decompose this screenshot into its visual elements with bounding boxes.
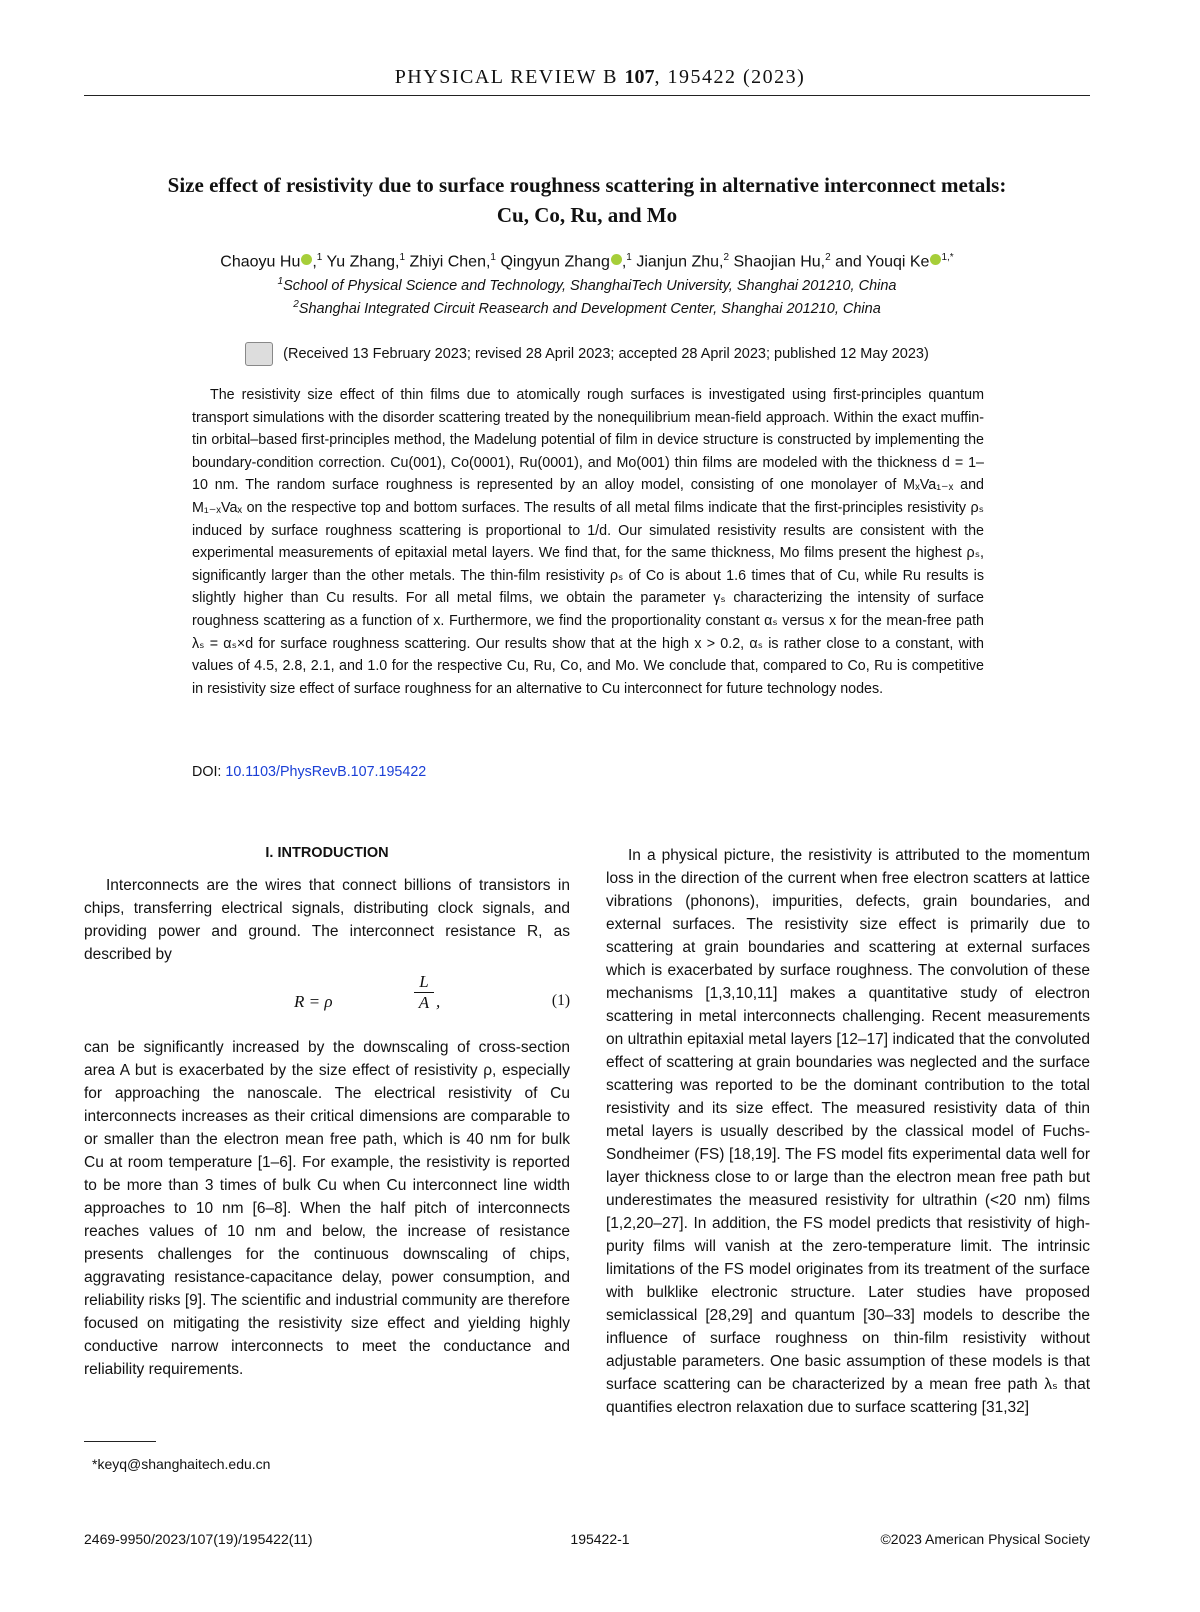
author-name[interactable]: Qingyun Zhang: [500, 253, 610, 271]
author-name[interactable]: Shaojian Hu: [733, 253, 821, 271]
journal-name: PHYSICAL REVIEW B: [394, 66, 618, 88]
doi-label: DOI:: [192, 764, 222, 780]
title-line-1: Size effect of resistivity due to surface roughness scattering in alternative interconnect metals:: [167, 173, 1007, 197]
author-name[interactable]: Yu Zhang: [326, 253, 396, 271]
affiliation-2: $^2$Shanghai Integrated Circuit Reasearch and Development Center, Shanghai 201210, China: [293, 299, 881, 317]
intro-paragraph-2: can be significantly increased by the downscaling of cross-section area A but is exacerbated by the size effect of resistivity ρ, especially for approaching the nanoscale. The electrical resistivity of Cu interconnects increases as their critical dimensions are comparable to or smaller than the electron mean free path, which is 40 nm for bulk Cu at room temperature [1–6]. For example, the resistivity is reported to be more than 3 times of bulk Cu when Cu interconnect line width approaches to 10 nm [6–8]. When the half pitch of interconnects reaches values of 10 nm and below, the increase of resistance presents challenges for the continuous downscaling of chips, aggravating resistance-capacitance delay, power consumption, and reliability risks [9]. The scientific and industrial community are therefore focused on mitigating the resistivity size effect and yielding highly conductive narrow interconnects to meet the conductance and reliability requirements.: [84, 1039, 570, 1378]
intro-paragraph-1: Interconnects are the wires that connect billions of transistors in chips, transferring electrical signals, distributing clock signals, and providing power and ground. The interconnect resistance R, as described by: [84, 877, 570, 963]
article-ref: , 195422 (2023): [654, 66, 806, 88]
equation-fraction: $\frac{L}{A}$: [414, 972, 434, 1013]
orcid-icon[interactable]: [611, 254, 622, 265]
doi: [192, 764, 426, 780]
equation-lhs: R = ρ: [294, 992, 333, 1011]
author-name[interactable]: Chaoyu Hu: [220, 253, 301, 271]
footnote-email[interactable]: *keyq@shanghaitech.edu.cn: [92, 1456, 271, 1472]
publication-dates: (Received 13 February 2023; revised 28 April 2023; accepted 28 April 2023; published 12 May 2023): [84, 342, 1090, 366]
author-name[interactable]: Jianjun Zhu: [636, 253, 720, 271]
author-name[interactable]: Youqi Ke: [865, 253, 930, 271]
orcid-icon[interactable]: [930, 254, 941, 265]
equation-number: (1): [551, 992, 570, 1009]
title-line-2: Cu, Co, Ru, and Mo: [496, 203, 678, 227]
footer-page: 195422-1: [570, 1531, 630, 1547]
footer-copyright: ©2023 American Physical Society: [880, 1531, 1090, 1547]
check-for-updates-icon[interactable]: [245, 342, 273, 366]
doi-link[interactable]: 10.1103/PhysRevB.107.195422: [225, 764, 427, 780]
orcid-icon[interactable]: [301, 254, 312, 265]
section-heading: I. INTRODUCTION: [265, 845, 389, 861]
author-list: Chaoyu Hu ,$^1$ Yu Zhang,$^1$ Zhiyi Chen,$^1$ Qingyun Zhang ,$^1$ Jianjun Zhu,$^2$ Shaojian Hu,$^2$ and Youqi Ke $^{1,*}$: [220, 252, 954, 271]
affiliation-1: $^1$School of Physical Science and Technology, ShanghaiTech University, Shanghai 201210, China: [277, 276, 897, 294]
footnote-rule: [84, 1441, 156, 1442]
footer-issn: 2469-9950/2023/107(19)/195422(11): [84, 1531, 313, 1547]
journal-volume: 107: [624, 66, 655, 88]
header-rule: [84, 95, 1090, 96]
paper-title: [84, 170, 1090, 230]
journal-header: [0, 66, 1200, 89]
author-name[interactable]: Zhiyi Chen: [409, 253, 486, 271]
equation-1: R = ρ $\frac{L}{A}$ , (1): [294, 972, 570, 1012]
intro-paragraph-3: In a physical picture, the resistivity is attributed to the momentum loss in the direction of the current when free electron scatters at lattice vibrations (phonons), impurities, defects, grain boundaries, and external surfaces. The resistivity size effect is primarily due to scattering at grain boundaries and scattering at external surfaces which is exacerbated by surface roughness. The convolution of these mechanisms [1,3,10,11] makes a quantitative study of electron scattering in metal interconnects challenging. Recent measurements on ultrathin epitaxial metal layers [12–17] indicated that the convoluted effect of scattering at grain boundaries was neglected and the surface scattering was reported to be the dominant contribution to the total resistivity and its size effect. The measured resistivity data of thin metal layers is usually described by the classical model of Fuchs-Sondheimer (FS) [18,19]. The FS model fits experimental data well for layer thickness close to or large than the electron mean free path but underestimates the measured resistivity for ultrathin (<20 nm) films [1,2,20–27]. In addition, the FS model predicts that resistivity of high-purity films will vanish at the zero-temperature limit. The intrinsic limitations of the FS model originates from its treatment of the surface with bulklike electronic structure. Later studies have proposed semiclassical [28,29] and quantum [30–33] models to describe the influence of surface roughness on thin-film resistivity without adjustable parameters. One basic assumption of these models is that surface scattering can be characterized by a mean free path λₛ that quantifies electron relaxation due to surface scattering [31,32]: [606, 847, 1090, 1416]
abstract: The resistivity size effect of thin films due to atomically rough surfaces is investigated using first-principles quantum transport simulations with the disorder scattering treated by the nonequilibrium mean-field approach. Within the exact muffin-tin orbital–based first-principles method, the Madelung potential of film in device structure is constructed by implementing the boundary-condition correction. Cu(001), Co(0001), Ru(0001), and Mo(001) thin films are modeled with the thickness d = 1–10 nm. The random surface roughness is represented by an alloy model, consisting of one monolayer of MₓVa₁₋ₓ and M₁₋ₓVaₓ on the respective top and bottom surfaces. The results of all metal films indicate that the first-principles resistivity ρₛ induced by surface roughness scattering is proportional to 1/d. Our simulated resistivity results are consistent with the experimental measurements of epitaxial metal layers. We find that, for the same thickness, Mo films present the highest ρₛ, significantly larger than the other metals. The thin-film resistivity ρₛ of Co is about 1.6 times that of Cu, while Ru results is slightly higher than Cu results. For all metal films, we obtain the parameter γₛ characterizing the intensity of surface roughness scattering as a function of x. Furthermore, we find the proportionality constant αₛ versus x for the mean-free path λₛ = αₛ×d for surface roughness scattering. Our results show that at the high x > 0.2, αₛ is rather close to a constant, with values of 4.5, 2.8, 2.1, and 1.0 for the respective Cu, Ru, Co, and Mo. We conclude that, compared to Co, Ru is competitive in resistivity size effect of surface roughness for an alternative to Cu interconnect for future technology nodes.: [192, 387, 984, 697]
